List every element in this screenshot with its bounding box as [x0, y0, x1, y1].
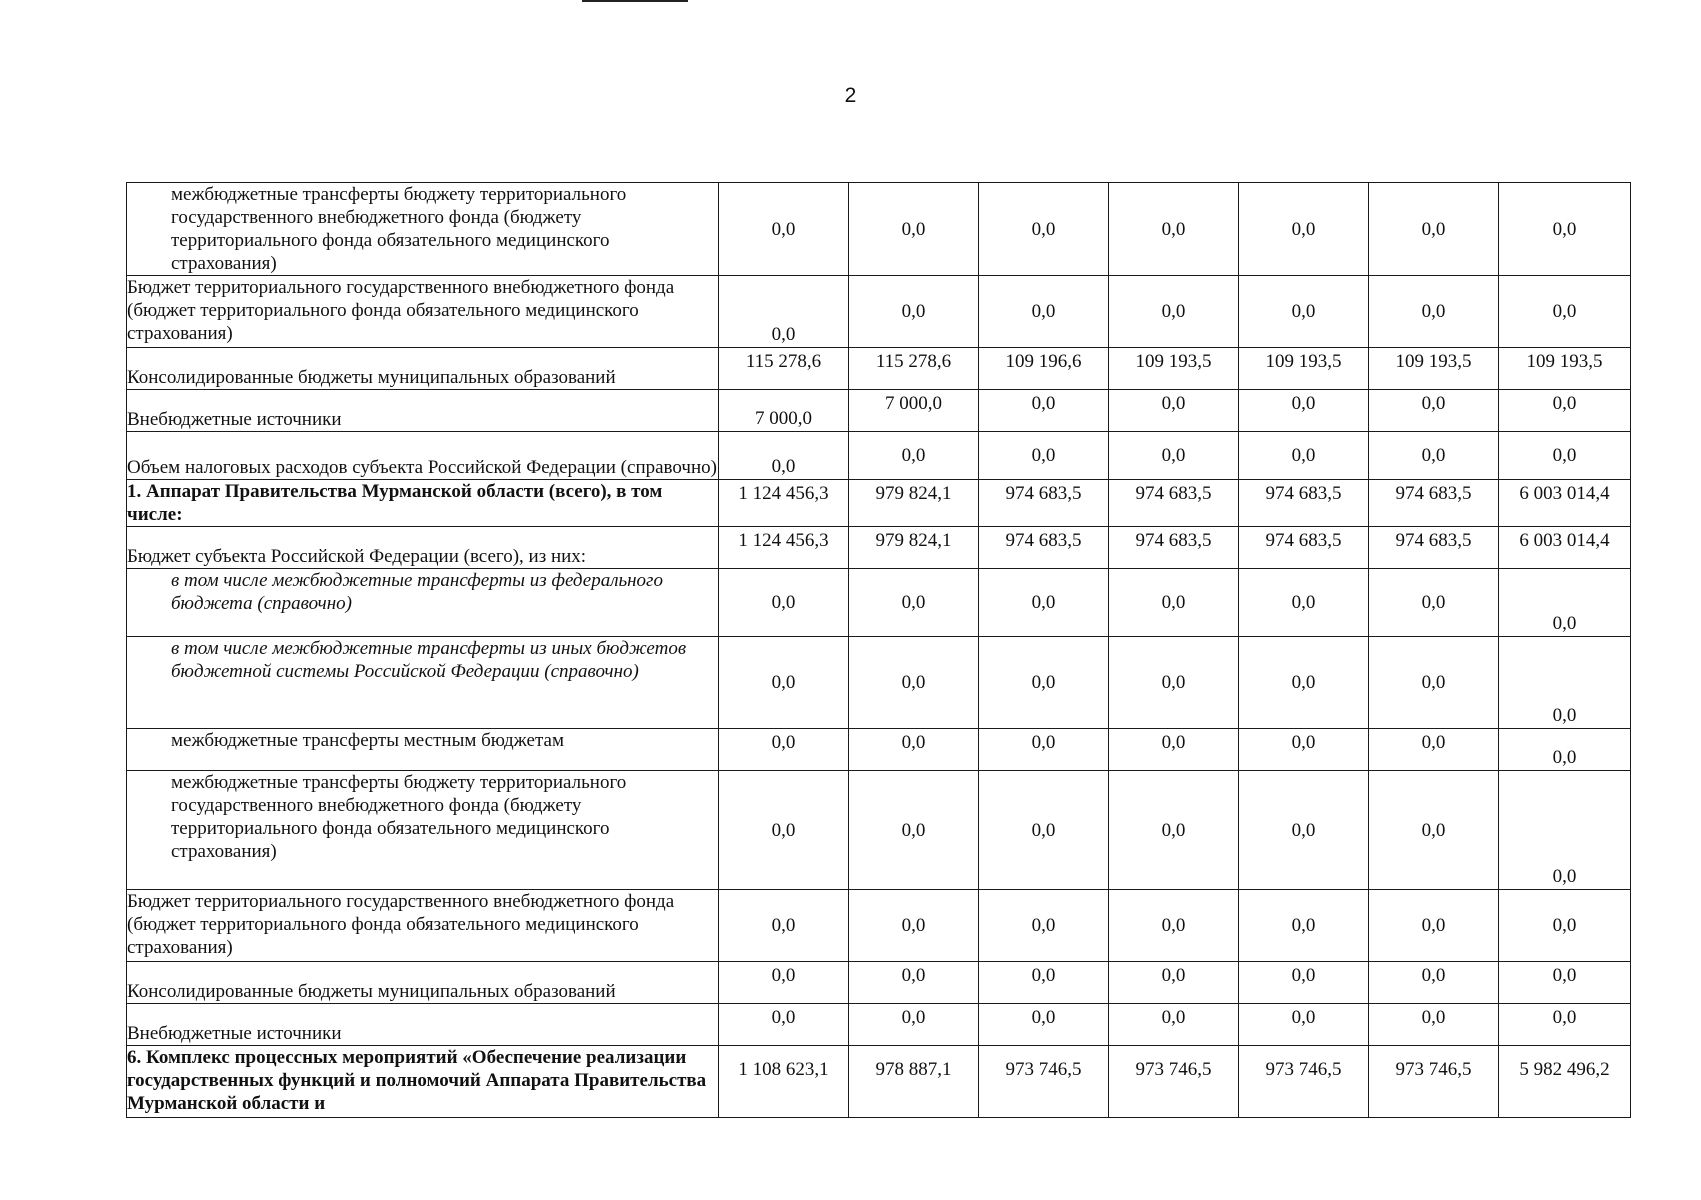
table-row: [127, 390, 1631, 432]
table-row: [127, 1046, 1631, 1118]
value-cell: 0,0: [1109, 637, 1239, 729]
value-cell: 0,0: [1369, 183, 1499, 276]
value-cell: 973 746,5: [1239, 1046, 1369, 1118]
value-cell: 0,0: [849, 637, 979, 729]
value-cell: 0,0: [1369, 890, 1499, 962]
value-cell: 109 193,5: [1239, 348, 1369, 390]
value-cell: 0,0: [1109, 771, 1239, 890]
table-row: [127, 432, 1631, 480]
value-cell: 0,0: [1499, 1004, 1631, 1046]
value-cell: 109 193,5: [1109, 348, 1239, 390]
row-label: Консолидированные бюджеты муниципальных образований: [127, 962, 719, 1004]
row-label: 6. Комплекс процессных мероприятий «Обеспечение реализации государственных функций и полномочий Аппарата Правительства Мурманской области и: [127, 1046, 719, 1118]
value-cell: 0,0: [719, 890, 849, 962]
top-edge-mark: [582, 0, 688, 2]
row-label: 1. Аппарат Правительства Мурманской области (всего), в том числе:: [127, 480, 719, 527]
value-cell: 6 003 014,4: [1499, 527, 1631, 569]
value-cell: 0,0: [979, 729, 1109, 771]
value-cell: 0,0: [1499, 276, 1631, 348]
value-cell: 0,0: [1369, 729, 1499, 771]
value-cell: 973 746,5: [1109, 1046, 1239, 1118]
table-row: [127, 183, 1631, 276]
row-label: межбюджетные трансферты бюджету территориального государственного внебюджетного фонда (бюджету территориального фонда обязательного медицинского страхования): [127, 771, 719, 890]
value-cell: 0,0: [719, 432, 849, 480]
value-cell: 0,0: [979, 183, 1109, 276]
value-cell: 0,0: [719, 637, 849, 729]
value-cell: 0,0: [849, 771, 979, 890]
value-cell: 7 000,0: [849, 390, 979, 432]
value-cell: 1 108 623,1: [719, 1046, 849, 1118]
table-row: [127, 771, 1631, 890]
value-cell: 0,0: [1239, 183, 1369, 276]
value-cell: 974 683,5: [1239, 527, 1369, 569]
value-cell: 0,0: [849, 729, 979, 771]
value-cell: 973 746,5: [979, 1046, 1109, 1118]
value-cell: 115 278,6: [719, 348, 849, 390]
value-cell: 0,0: [1369, 1004, 1499, 1046]
value-cell: 1 124 456,3: [719, 480, 849, 527]
row-label: Объем налоговых расходов субъекта Российской Федерации (справочно): [127, 432, 719, 480]
value-cell: 115 278,6: [849, 348, 979, 390]
value-cell: 0,0: [1239, 890, 1369, 962]
value-cell: 0,0: [719, 276, 849, 348]
value-cell: 0,0: [849, 432, 979, 480]
row-label: Бюджет территориального государственного внебюджетного фонда (бюджет территориального фонда обязательного медицинского страхования): [127, 276, 719, 348]
value-cell: 0,0: [1239, 569, 1369, 637]
value-cell: 974 683,5: [1239, 480, 1369, 527]
value-cell: 974 683,5: [1369, 527, 1499, 569]
value-cell: 109 193,5: [1499, 348, 1631, 390]
value-cell: 0,0: [1239, 390, 1369, 432]
value-cell: 0,0: [849, 183, 979, 276]
value-cell: 0,0: [1109, 962, 1239, 1004]
value-cell: 0,0: [1369, 276, 1499, 348]
row-label: в том числе межбюджетные трансферты из федерального бюджета (справочно): [127, 569, 719, 637]
row-label: межбюджетные трансферты бюджету территориального государственного внебюджетного фонда (бюджету территориального фонда обязательного медицинского страхования): [127, 183, 719, 276]
value-cell: 0,0: [1109, 890, 1239, 962]
value-cell: 0,0: [719, 1004, 849, 1046]
value-cell: 0,0: [1369, 432, 1499, 480]
value-cell: 1 124 456,3: [719, 527, 849, 569]
value-cell: 0,0: [979, 637, 1109, 729]
table-row: [127, 962, 1631, 1004]
value-cell: 6 003 014,4: [1499, 480, 1631, 527]
value-cell: 5 982 496,2: [1499, 1046, 1631, 1118]
value-cell: 0,0: [1499, 183, 1631, 276]
value-cell: 0,0: [1499, 569, 1631, 637]
value-cell: 0,0: [1109, 569, 1239, 637]
value-cell: 0,0: [979, 890, 1109, 962]
table-row: [127, 480, 1631, 527]
value-cell: 0,0: [1109, 729, 1239, 771]
value-cell: 0,0: [979, 390, 1109, 432]
value-cell: 0,0: [1499, 432, 1631, 480]
row-label: Внебюджетные источники: [127, 390, 719, 432]
value-cell: 0,0: [1109, 1004, 1239, 1046]
value-cell: 0,0: [979, 962, 1109, 1004]
value-cell: 0,0: [1369, 569, 1499, 637]
table-row: [127, 637, 1631, 729]
table-row: [127, 890, 1631, 962]
value-cell: 974 683,5: [1109, 527, 1239, 569]
value-cell: 0,0: [1239, 729, 1369, 771]
table-row: [127, 1004, 1631, 1046]
row-label: в том числе межбюджетные трансферты из иных бюджетов бюджетной системы Российской Федерации (справочно): [127, 637, 719, 729]
value-cell: 0,0: [1239, 276, 1369, 348]
value-cell: 0,0: [719, 771, 849, 890]
value-cell: 0,0: [979, 1004, 1109, 1046]
value-cell: 0,0: [719, 729, 849, 771]
value-cell: 0,0: [979, 432, 1109, 480]
value-cell: 973 746,5: [1369, 1046, 1499, 1118]
value-cell: 0,0: [1109, 432, 1239, 480]
value-cell: 0,0: [1239, 771, 1369, 890]
value-cell: 0,0: [719, 569, 849, 637]
table-row: [127, 348, 1631, 390]
value-cell: 974 683,5: [1369, 480, 1499, 527]
value-cell: 7 000,0: [719, 390, 849, 432]
value-cell: 0,0: [1109, 390, 1239, 432]
value-cell: 0,0: [1239, 962, 1369, 1004]
row-label: Внебюджетные источники: [127, 1004, 719, 1046]
value-cell: 979 824,1: [849, 527, 979, 569]
budget-table: [126, 182, 1631, 1118]
value-cell: 0,0: [1239, 637, 1369, 729]
value-cell: 0,0: [1369, 390, 1499, 432]
value-cell: 974 683,5: [1109, 480, 1239, 527]
value-cell: 0,0: [1109, 183, 1239, 276]
value-cell: 0,0: [849, 276, 979, 348]
value-cell: 0,0: [1369, 771, 1499, 890]
value-cell: 109 193,5: [1369, 348, 1499, 390]
row-label: Бюджет территориального государственного внебюджетного фонда (бюджет территориального фонда обязательного медицинского страхования): [127, 890, 719, 962]
value-cell: 0,0: [719, 183, 849, 276]
value-cell: 0,0: [979, 276, 1109, 348]
row-label: межбюджетные трансферты местным бюджетам: [127, 729, 719, 771]
value-cell: 0,0: [979, 569, 1109, 637]
table-row: [127, 276, 1631, 348]
value-cell: 978 887,1: [849, 1046, 979, 1118]
value-cell: 0,0: [849, 962, 979, 1004]
table-row: [127, 729, 1631, 771]
value-cell: 0,0: [1239, 1004, 1369, 1046]
value-cell: 0,0: [1109, 276, 1239, 348]
value-cell: 0,0: [1499, 962, 1631, 1004]
value-cell: 0,0: [1239, 432, 1369, 480]
value-cell: 0,0: [1499, 729, 1631, 771]
value-cell: 974 683,5: [979, 480, 1109, 527]
value-cell: 0,0: [979, 771, 1109, 890]
value-cell: 0,0: [1499, 771, 1631, 890]
row-label: Бюджет субъекта Российской Федерации (всего), из них:: [127, 527, 719, 569]
value-cell: 0,0: [849, 569, 979, 637]
value-cell: 0,0: [1499, 890, 1631, 962]
value-cell: 0,0: [1499, 637, 1631, 729]
table-row: [127, 527, 1631, 569]
row-label: Консолидированные бюджеты муниципальных образований: [127, 348, 719, 390]
value-cell: 0,0: [849, 890, 979, 962]
value-cell: 974 683,5: [979, 527, 1109, 569]
value-cell: 0,0: [1369, 637, 1499, 729]
table-row: [127, 569, 1631, 637]
page-number: 2: [844, 84, 857, 107]
value-cell: 979 824,1: [849, 480, 979, 527]
value-cell: 0,0: [1369, 962, 1499, 1004]
value-cell: 0,0: [1499, 390, 1631, 432]
value-cell: 109 196,6: [979, 348, 1109, 390]
value-cell: 0,0: [849, 1004, 979, 1046]
value-cell: 0,0: [719, 962, 849, 1004]
